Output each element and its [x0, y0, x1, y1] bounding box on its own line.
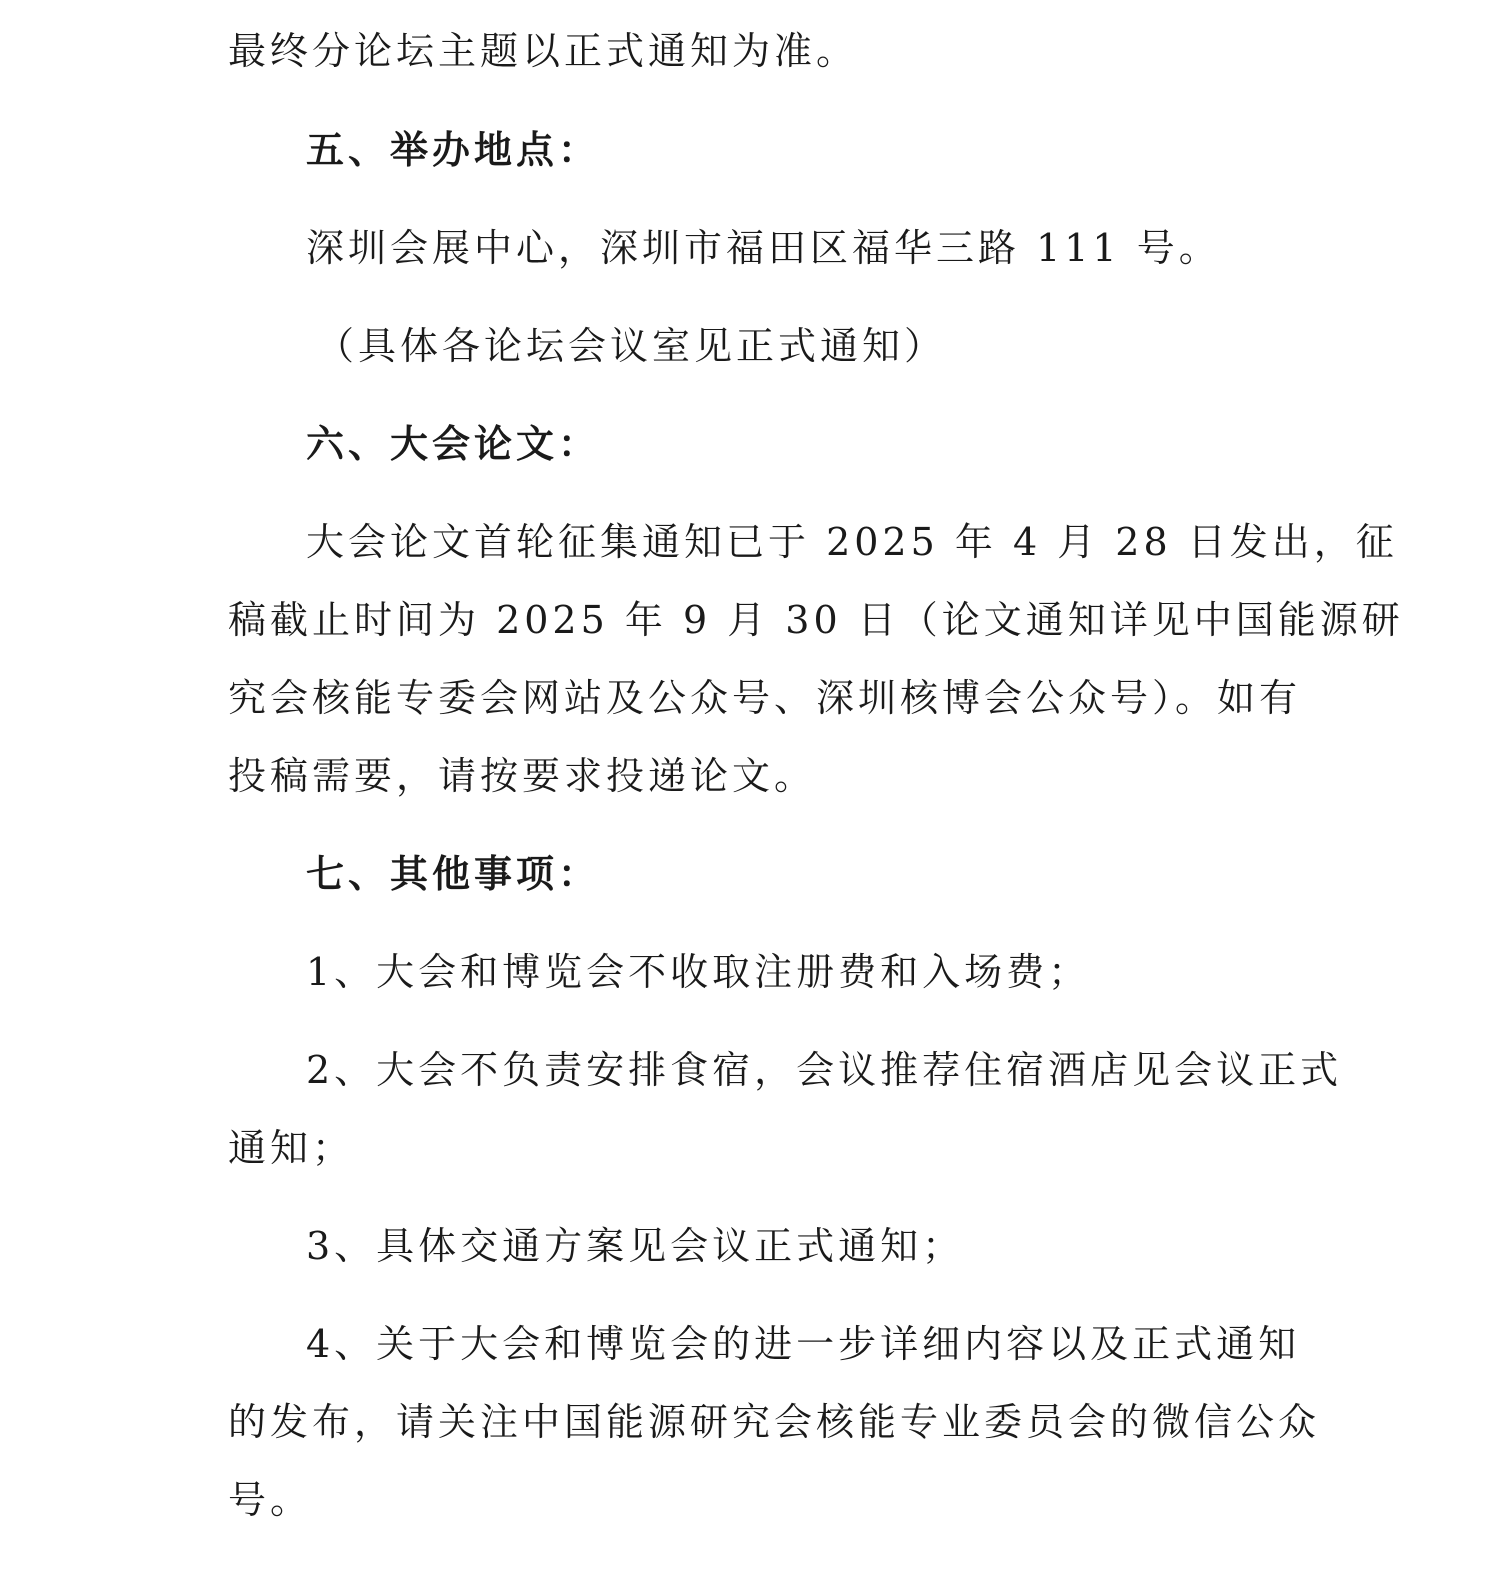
section-7-item-4-line: 的发布，请关注中国能源研究会核能专业委员会的微信公众 — [228, 1400, 1321, 1444]
section-7-item-2-line: 2、大会不负责安排食宿，会议推荐住宿酒店见会议正式 — [306, 1048, 1343, 1092]
section-7-item-2-line: 通知； — [228, 1126, 355, 1170]
section-6-paragraph-line: 稿截止时间为 2025 年 9 月 30 日（论文通知详见中国能源研 — [228, 598, 1404, 642]
section-6-paragraph-line: 大会论文首轮征集通知已于 2025 年 4 月 28 日发出，征 — [306, 520, 1398, 564]
section-5-note: （具体各论坛会议室见正式通知） — [316, 324, 947, 368]
section-7-item-1: 1、大会和博览会不收取注册费和入场费； — [306, 950, 1091, 994]
section-6-paragraph-line: 投稿需要，请按要求投递论文。 — [228, 754, 817, 798]
section-6-paragraph-line: 究会核能专委会网站及公众号、深圳核博会公众号）。如有 — [228, 676, 1302, 720]
section-6-heading: 六、大会论文： — [306, 421, 601, 466]
section-7-item-4-line: 4、关于大会和博览会的进一步详细内容以及正式通知 — [306, 1322, 1301, 1366]
intro-text: 最终分论坛主题以正式通知为准。 — [228, 29, 859, 73]
section-7-heading: 七、其他事项： — [306, 851, 601, 896]
section-7-item-4-line: 号。 — [228, 1478, 313, 1522]
section-7-item-3: 3、具体交通方案见会议正式通知； — [306, 1224, 965, 1268]
section-5-heading: 五、举办地点： — [306, 127, 601, 172]
section-5-address: 深圳会展中心，深圳市福田区福华三路 111 号。 — [306, 226, 1221, 270]
